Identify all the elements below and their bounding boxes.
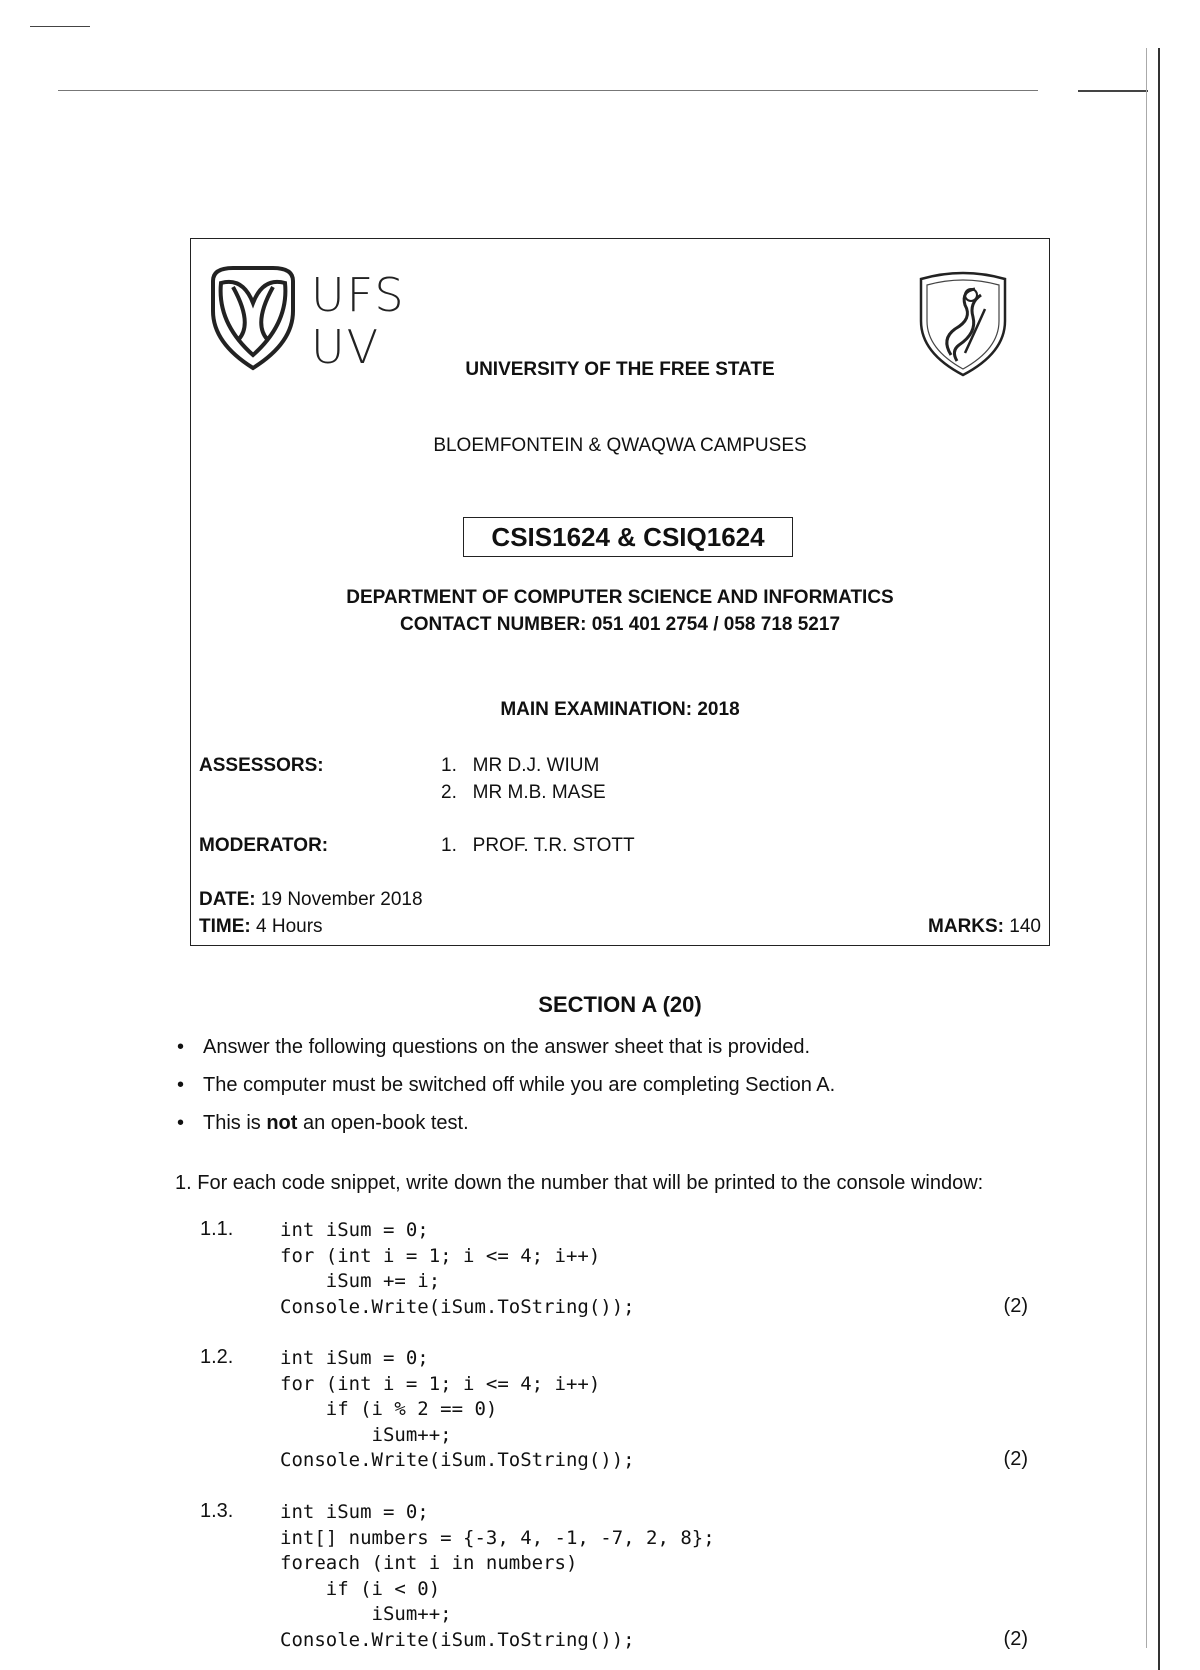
moderator-label: MODERATOR: <box>199 835 329 856</box>
snippet-code: int iSum = 0; for (int i = 1; i <= 4; i++) if (i % 2 == 0) iSum++; Console.Write(iSum.ToString()); <box>280 1347 635 1472</box>
campuses: BLOEMFONTEIN & QWAQWA CAMPUSES <box>433 435 807 456</box>
scan-artifact-right-line <box>1078 90 1148 92</box>
instructions-list <box>175 1036 1075 1150</box>
marks-label: MARKS: <box>928 916 1005 937</box>
assessor-1: 1. MR D.J. WIUM <box>441 755 600 776</box>
snippet-marks: (2) <box>1003 1448 1028 1470</box>
department: DEPARTMENT OF COMPUTER SCIENCE AND INFORMATICS <box>346 587 894 608</box>
exam-title: MAIN EXAMINATION: 2018 <box>500 699 740 720</box>
contact-number: CONTACT NUMBER: 051 401 2754 / 058 718 5217 <box>399 614 841 635</box>
assessor-2: 2. MR M.B. MASE <box>441 782 606 803</box>
instruction-item <box>175 1112 1075 1150</box>
ufs-logo-text <box>311 269 406 373</box>
scan-artifact-top-line <box>58 90 1038 91</box>
date-label: DATE: <box>199 889 256 910</box>
instruction-item <box>175 1074 1075 1112</box>
module-codes: CSIS1624 & CSIQ1624 <box>463 517 793 557</box>
exam-time <box>199 916 323 938</box>
instruction-text-3-bold: not <box>266 1112 298 1134</box>
instruction-text-3-pre: This is <box>203 1112 267 1134</box>
exam-cover-box <box>190 238 1050 946</box>
assessors-label: ASSESSORS: <box>199 755 324 776</box>
scan-artifact-top-short <box>30 26 90 27</box>
question-1-prompt: 1. For each code snippet, write down the number that will be printed to the console window: <box>175 1172 984 1194</box>
instruction-text-1: Answer the following questions on the answer sheet that is provided. <box>203 1036 811 1058</box>
scan-artifact-right-edge-thin <box>1146 48 1147 1648</box>
snippet-marks: (2) <box>1003 1628 1028 1650</box>
bullet-icon: • <box>177 1074 185 1096</box>
scan-artifact-right-edge <box>1158 48 1160 1670</box>
date-value: 19 November 2018 <box>255 889 423 910</box>
snippet-code: int iSum = 0; for (int i = 1; i <= 4; i++) iSum += i; Console.Write(iSum.ToString()); <box>280 1219 635 1318</box>
exam-date <box>199 889 423 911</box>
snippet-number: 1.3. <box>200 1500 234 1522</box>
bullet-icon: • <box>177 1036 185 1058</box>
snippet-marks: (2) <box>1003 1295 1028 1317</box>
section-title: SECTION A (20) <box>538 992 702 1017</box>
moderator-name: 1. PROF. T.R. STOTT <box>441 835 635 856</box>
university-name: UNIVERSITY OF THE FREE STATE <box>465 359 775 380</box>
time-label: TIME: <box>199 916 251 937</box>
snippet-number: 1.2. <box>200 1346 234 1368</box>
instruction-text-2: The computer must be switched off while you are completing Section A. <box>203 1074 836 1096</box>
bullet-icon: • <box>177 1112 185 1134</box>
exam-marks <box>928 916 1041 938</box>
logo-line-ufs: UFS <box>311 268 406 322</box>
instruction-text-3-post: an open-book test. <box>297 1112 469 1134</box>
instruction-item <box>175 1036 1075 1074</box>
logo-line-uv: UV <box>311 320 381 374</box>
snippet-code: int iSum = 0; int[] numbers = {-3, 4, -1, -7, 2, 8}; foreach (int i in numbers) if (i < 0) iSum++; Console.Write(iSum.ToString()); <box>280 1501 715 1651</box>
time-value: 4 Hours <box>250 916 323 937</box>
snippet-number: 1.1. <box>200 1218 234 1240</box>
marks-value: 140 <box>1004 916 1041 937</box>
